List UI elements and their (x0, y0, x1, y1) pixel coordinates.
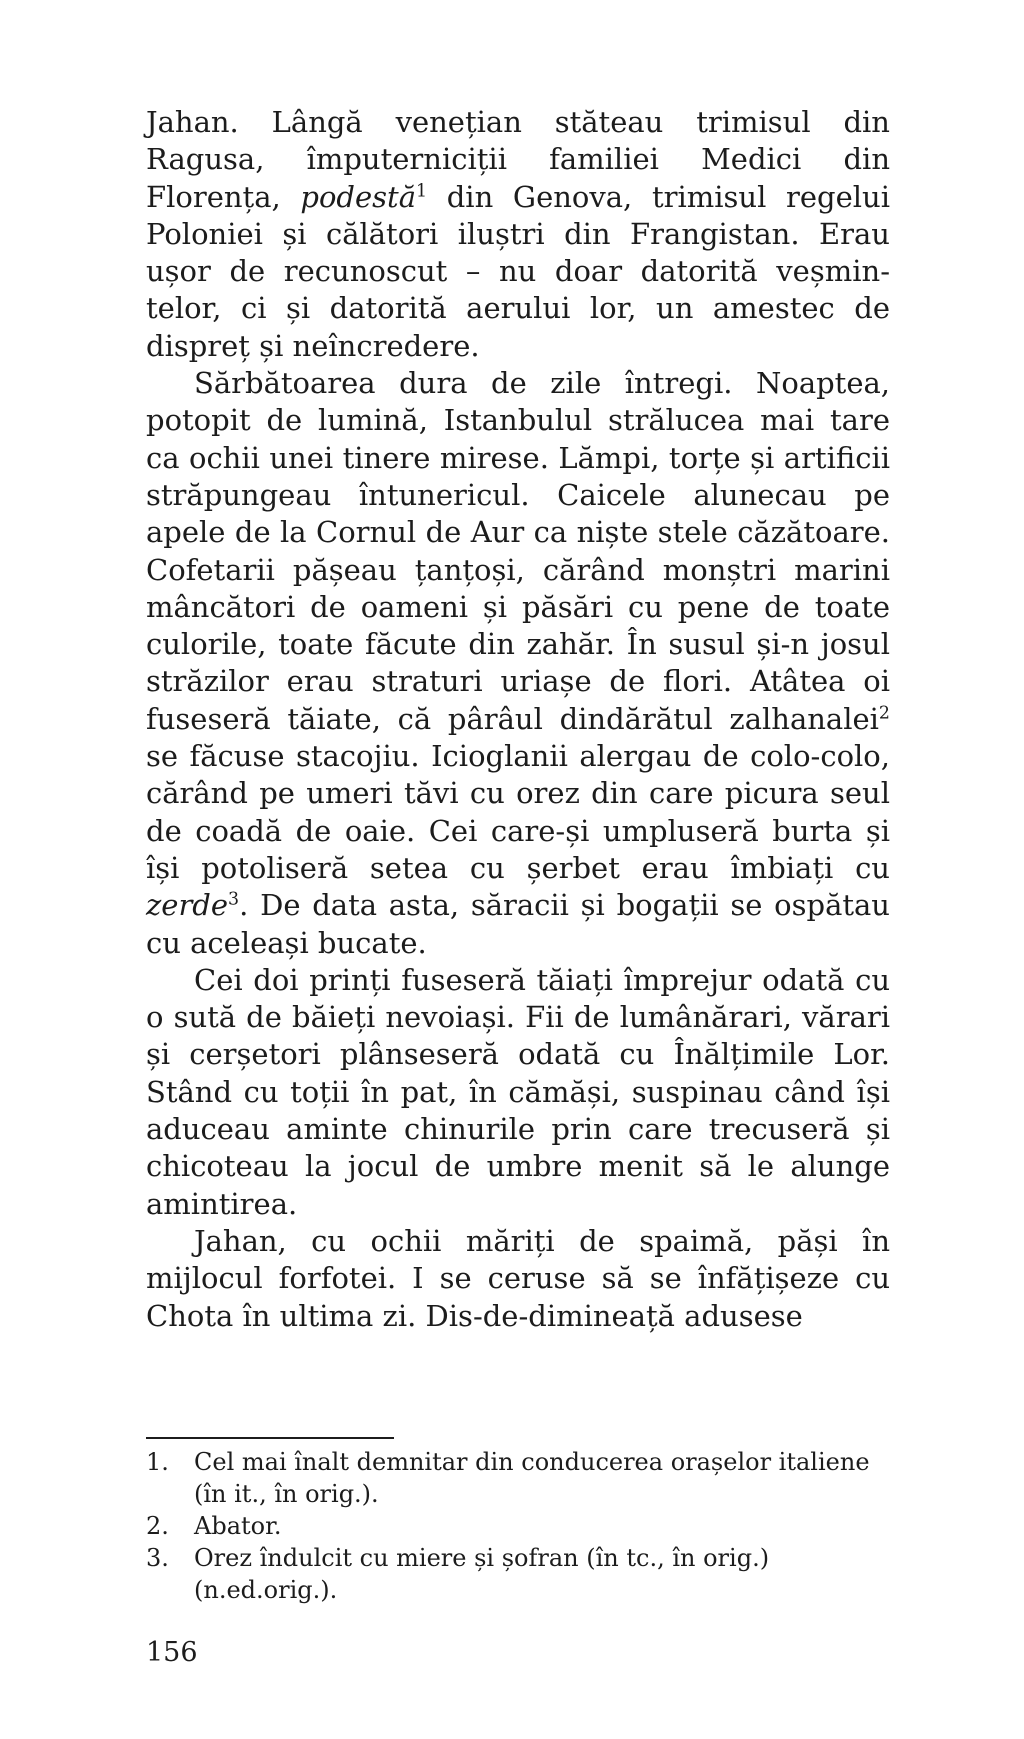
paragraph (146, 104, 890, 365)
page-number: 156 (146, 1637, 198, 1668)
text-run: Jahan. Lângă venețian stăteau trimisul din Ragusa, împuterniciții familiei Medici din Florența, (146, 105, 890, 214)
footnote-text: Abator. (194, 1512, 282, 1540)
body-text (146, 104, 890, 1335)
footnote-text: Cel mai înalt demnitar din conducerea orașelor italiene (în it., în orig.). (194, 1448, 870, 1508)
paragraph (146, 962, 890, 1223)
text-run: se făcuse stacojiu. Icioglanii alergau de colo-colo, cărând pe umeri tăvi cu orez din care picura seul de coadă de oaie. Cei care-și umpluseră burta și își potoliseră setea cu șerbet erau îmbiați cu (146, 739, 890, 885)
footnote (146, 1446, 890, 1510)
footnote (146, 1510, 890, 1542)
footnote-number: 2. (146, 1512, 169, 1540)
footnote-ref: 1 (415, 180, 428, 201)
text-run: Cei doi prinți fuseseră tăiați împrejur odată cu o sută de băieți nevoiași. Fii de lumânărari, vărari și cerșetori plânseseră odată cu Înălțimile Lor. Stând cu toții în pat, în cămăși, suspinau când își aduceau aminte chinurile prin care trecuseră și chicoteau la jocul de umbre menit să le alunge amintirea. (146, 962, 890, 1221)
italic-term: podestă (300, 179, 416, 214)
paragraph (146, 365, 890, 962)
paragraph (146, 1223, 890, 1335)
text-run: Jahan, cu ochii măriți de spaimă, păși în mijlocul forfotei. I se ceruse să se înfățișeze cu Chota în ultima zi. Dis-de-dimineață adusese (146, 1223, 890, 1333)
footnote-divider (146, 1437, 394, 1439)
footnote-text: Orez îndulcit cu miere și șofran (în tc., în orig.) (n.ed.orig.). (194, 1544, 770, 1604)
footnotes (146, 1446, 890, 1606)
footnote-number: 1. (146, 1448, 169, 1476)
footnote-number: 3. (146, 1544, 169, 1572)
text-run: Sărbătoarea dura de zile întregi. Noaptea, potopit de lumină, Istanbulul strălucea mai tare ca ochii unei tinere mirese. Lămpi, torțe și artificii străpungeau întunericul. Caicele alunecau pe apele de la Cornul de Aur ca niște stele căzătoare. Cofetarii pășeau țanțoși, cărând monștri marini mâncători de oameni și păsări cu pene de toate culorile, toate făcute din zahăr. În susul și-n josul străzilor erau straturi uriașe de flori. Atâtea oi fuseseră tăiate, că pârâul dindărătul zalhanalei (146, 366, 890, 736)
italic-term: zerde (146, 888, 229, 923)
text-run: . De data asta, săracii și bogații se ospătau cu aceleași bucate. (146, 888, 890, 960)
footnote (146, 1542, 890, 1606)
footnote-ref: 2 (878, 703, 890, 724)
footnote-ref: 3 (228, 889, 240, 910)
text-run: din Genova, trimisul regelui Poloniei și călători iluștri din Frangistan. Erau ușor de recunoscut – nu doar datorită veșmintelor, ci și datorită aerului lor, un amestec de dispreț și neîncredere. (146, 179, 890, 363)
